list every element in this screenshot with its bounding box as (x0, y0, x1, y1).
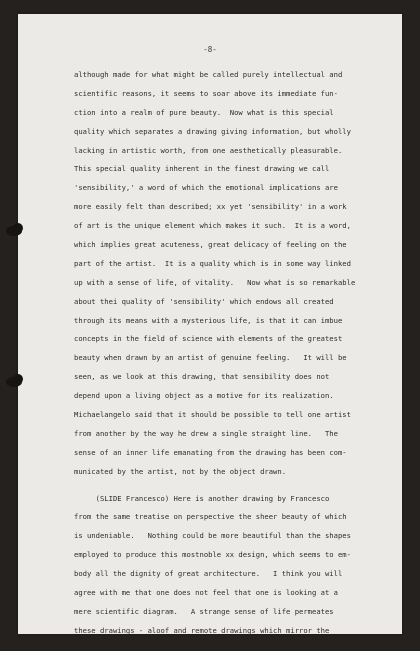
text-line: agree with me that one does not feel that one is looking at a (74, 588, 338, 598)
text-line: from another by the way he drew a single straight line. The (74, 428, 338, 438)
document-page (18, 14, 402, 634)
text-line: from the same treatise on perspective the sheer beauty of which (74, 512, 347, 522)
text-line: depend upon a living object as a motive for its realization. (74, 391, 334, 401)
text-line: lacking in artistic worth, from one aesthetically pleasurable. (74, 145, 343, 155)
page-number: -8- (203, 45, 217, 54)
text-line: about thei quality of 'sensibility' which endows all created (74, 296, 334, 306)
text-line: sense of an inner life emanating from the drawing has been com- (74, 447, 347, 457)
body-text (74, 71, 394, 646)
text-line: through its means with a mysterious life, is that it can imbue (74, 315, 343, 325)
text-line: is undeniable. Nothing could be more beautiful than the shapes (74, 531, 351, 541)
text-line: This special quality inherent in the finest drawing we call (74, 164, 330, 174)
text-line: which implies great acuteness, great delicacy of feeling on the (74, 240, 347, 250)
text-line: municated by the artist, not by the object drawn. (74, 466, 287, 476)
text-line: employed to produce this mostnoble xx design, which seems to em- (74, 550, 351, 560)
text-line: seen, as we look at this drawing, that sensibility does not (74, 372, 330, 382)
punch-hole-lower (6, 377, 22, 387)
text-line: scientific reasons, it seems to soar above its immediate fun- (74, 88, 338, 98)
text-line: of art is the unique element which makes it such. It is a word, (74, 221, 351, 231)
text-line: concepts in the field of science with elements of the greatest (74, 334, 343, 344)
text-line: (SLIDE Francesco) Here is another drawing by Francesco (74, 493, 330, 503)
text-line: Michaelangelo said that it should be possible to tell one artist (74, 410, 351, 420)
paragraph-1 (74, 71, 394, 487)
text-line: body all the dignity of great architecture. I think you will (74, 569, 343, 579)
text-line: up with a sense of life, of vitality. Now what is so remarkable (74, 277, 356, 287)
punch-hole-upper (6, 226, 22, 236)
text-line: more easily felt than described; xx yet 'sensibility' in a work (74, 202, 347, 212)
text-line: 'sensibility,' a word of which the emotional implications are (74, 183, 338, 193)
text-line: these drawings - aloof and remote drawings which mirror the (74, 625, 330, 635)
text-line: part of the artist. It is a quality which is in some way linked (74, 258, 351, 268)
text-line: although made for what might be called purely intellectual and (74, 70, 343, 79)
text-line: quality which separates a drawing giving information, but wholly (74, 126, 351, 136)
text-line: mere scientific diagram. A strange sense of life permeates (74, 606, 334, 616)
text-line: ction into a realm of pure beauty. Now what is this special (74, 107, 334, 117)
paragraph-2 (74, 495, 394, 646)
text-line: beauty when drawn by an artist of genuine feeling. It will be (74, 353, 347, 363)
